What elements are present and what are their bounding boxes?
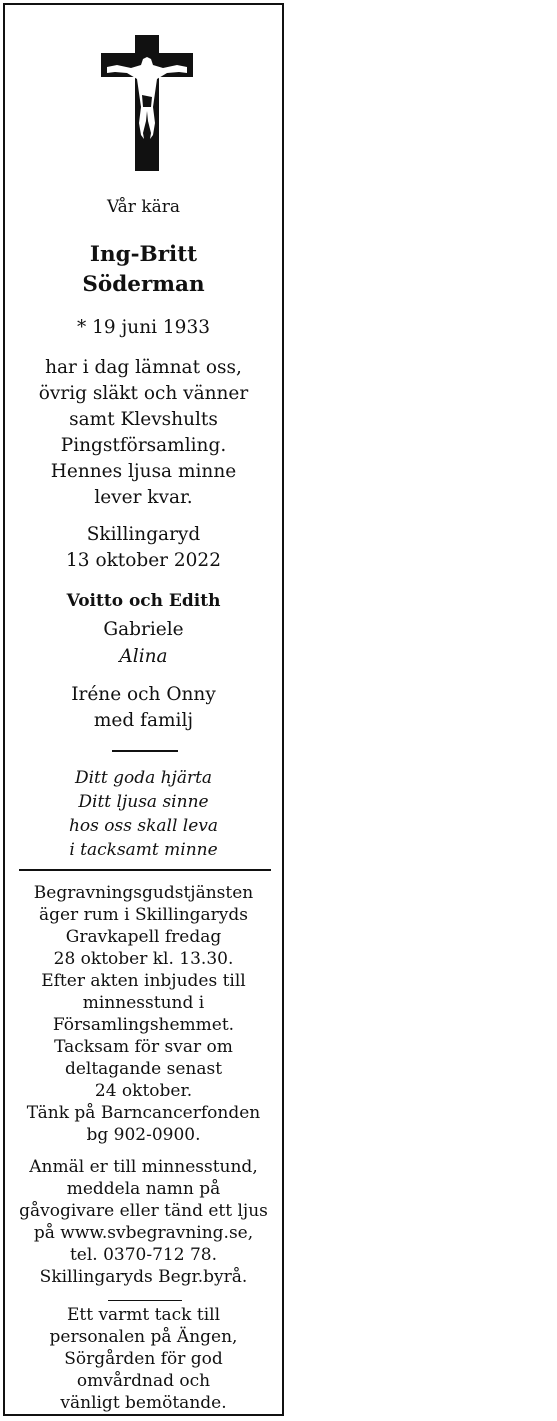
message-line: Pingstförsamling. bbox=[60, 435, 227, 456]
rsvp-info-line: tel. 0370-712 78. bbox=[69, 1245, 218, 1265]
mourner-child: Gabriele bbox=[103, 619, 184, 640]
funeral-info-line: 28 oktober kl. 13.30. bbox=[53, 949, 234, 969]
verse-line: Ditt goda hjärta bbox=[74, 768, 213, 788]
deceased-last-name: Söderman bbox=[82, 272, 205, 297]
thanks-line: vänligt bemötande. bbox=[60, 1393, 227, 1413]
crucifix-icon bbox=[101, 35, 193, 171]
obituary-notice bbox=[3, 3, 284, 1416]
verse-line: i tacksamt minne bbox=[69, 840, 218, 860]
rsvp-info-line: gåvogivare eller tänd ett ljus bbox=[19, 1201, 268, 1221]
thanks-line: Ett varmt tack till bbox=[66, 1305, 221, 1325]
thanks-line: personalen på Ängen, bbox=[49, 1327, 238, 1347]
funeral-info-line: 24 oktober. bbox=[94, 1081, 193, 1101]
mourner-grandchild: Alina bbox=[119, 646, 168, 667]
funeral-info-line: Begravningsgudstjänsten bbox=[33, 883, 254, 903]
message-line: övrig släkt och vänner bbox=[38, 383, 249, 404]
rsvp-info-line: meddela namn på bbox=[66, 1179, 221, 1199]
thanks-line: omvårdnad och bbox=[76, 1371, 211, 1391]
rsvp-info-line: på www.svbegravning.se, bbox=[33, 1223, 254, 1243]
rsvp-info-line: Skillingaryds Begr.byrå. bbox=[39, 1267, 248, 1287]
message-line: har i dag lämnat oss, bbox=[45, 357, 242, 378]
deceased-first-name: Ing-Britt bbox=[89, 242, 198, 267]
message-line: samt Klevshults bbox=[69, 409, 218, 430]
mourner-family-1: Voitto och Edith bbox=[66, 591, 221, 611]
message-line: Hennes ljusa minne bbox=[50, 461, 237, 482]
funeral-info-line: minnesstund i bbox=[82, 993, 205, 1013]
verse-line: hos oss skall leva bbox=[68, 816, 219, 836]
funeral-info-line: Tacksam för svar om bbox=[54, 1037, 233, 1057]
short-divider bbox=[108, 1300, 182, 1301]
funeral-info-line: Efter akten inbjudes till bbox=[41, 971, 246, 991]
death-place: Skillingaryd bbox=[86, 524, 201, 545]
short-divider bbox=[112, 750, 178, 752]
funeral-info-line: äger rum i Skillingaryds bbox=[38, 905, 249, 925]
rsvp-info-line: Anmäl er till minnesstund, bbox=[29, 1157, 258, 1177]
funeral-info-line: Församlingshemmet. bbox=[52, 1015, 235, 1035]
mourner-family-2-suffix: med familj bbox=[93, 710, 194, 731]
funeral-info-line: bg 902-0900. bbox=[86, 1125, 201, 1145]
funeral-info-line: Gravkapell fredag bbox=[65, 927, 222, 947]
birth-date: * 19 juni 1933 bbox=[77, 317, 210, 338]
intro-text: Vår kära bbox=[106, 197, 181, 217]
mourner-family-2: Iréne och Onny bbox=[71, 684, 216, 705]
long-divider bbox=[19, 869, 271, 871]
thanks-line: Sörgården för god bbox=[64, 1349, 223, 1369]
death-date: 13 oktober 2022 bbox=[66, 550, 221, 571]
funeral-info-line: Tänk på Barncancerfonden bbox=[26, 1103, 261, 1123]
verse-line: Ditt ljusa sinne bbox=[78, 792, 209, 812]
message-line: lever kvar. bbox=[94, 487, 193, 508]
funeral-info-line: deltagande senast bbox=[64, 1059, 223, 1079]
